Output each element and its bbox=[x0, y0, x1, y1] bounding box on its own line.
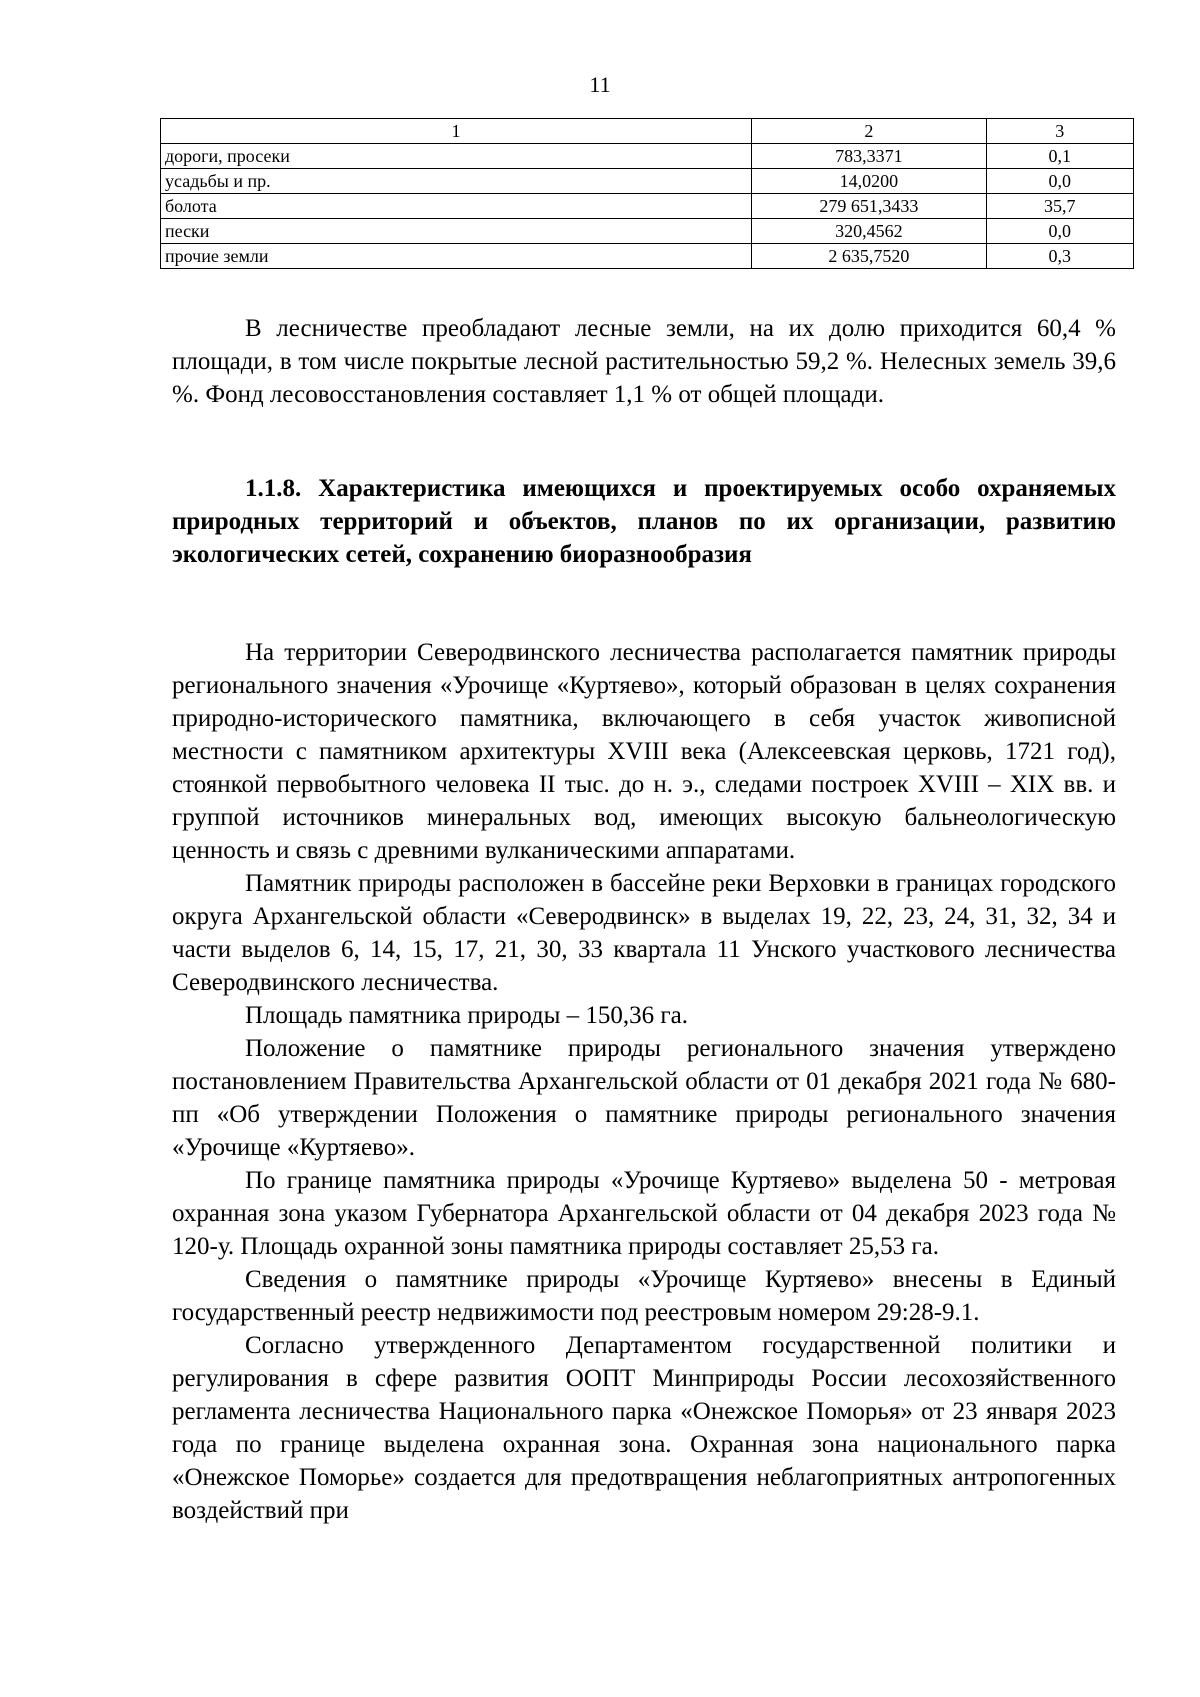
land-category-percent: 0,0 bbox=[986, 219, 1133, 244]
land-category-percent: 0,0 bbox=[986, 169, 1133, 194]
paragraph: Согласно утвержденного Департаментом государственной политики и регулирования в сфере развития ООПТ Минприроды России лесохозяйственного регламента лесничества Национального парка «Онежское Поморья» от 23 января 2023 года по границе выделена охранная зона. Охранная зона национального парка «Онежское Поморье» создается для предотвращения неблагоприятных антропогенных воздействий при bbox=[172, 1332, 1116, 1524]
page-number: 11 bbox=[589, 72, 611, 97]
land-categories-table bbox=[160, 118, 1134, 269]
land-category-area: 2 635,7520 bbox=[752, 244, 987, 269]
intro-text bbox=[172, 312, 1116, 411]
paragraph: Сведения о памятнике природы «Урочище Куртяево» внесены в Единый государственный реестр недвижимости под реестровым номером 29:28-9.1. bbox=[172, 1266, 1116, 1326]
table-row bbox=[161, 219, 1134, 244]
land-category-area: 320,4562 bbox=[752, 219, 987, 244]
table-header-cell: 3 bbox=[986, 119, 1133, 144]
paragraph: Положение о памятнике природы регионального значения утверждено постановлением Правительства Архангельской области от 01 декабря 2021 года № 680-пп «Об утверждении Положения о памятнике природы регионального значения «Урочище «Куртяево». bbox=[172, 1035, 1116, 1161]
paragraph: На территории Северодвинского лесничества располагается памятник природы регионального значения «Урочище «Куртяево», который образован в целях сохранения природно-исторического памятника, включающего в себя участок живописной местности с памятником архитектуры XVIII века (Алексеевская церковь, 1721 год), стоянкой первобытного человека II тыс. до н. э., следами построек XVIII – XIX вв. и группой источников минеральных вод, имеющих высокую бальнеологическую ценность и связь с древними вулканическими аппаратами. bbox=[172, 639, 1116, 864]
land-category-name: прочие земли bbox=[161, 244, 752, 269]
paragraph: По границе памятника природы «Урочище Куртяево» выделена 50 - метровая охранная зона указом Губернатора Архангельской области от 04 декабря 2023 года № 120-у. Площадь охранной зоны памятника природы составляет 25,53 га. bbox=[172, 1167, 1116, 1260]
section-body bbox=[172, 636, 1116, 1527]
section-heading-block bbox=[172, 472, 1116, 571]
section-heading: 1.1.8. Характеристика имеющихся и проектируемых особо охраняемых природных территорий и объектов, планов по их организации, развитию экологических сетей, сохранению биоразнообразия bbox=[172, 475, 1116, 568]
land-category-percent: 0,3 bbox=[986, 244, 1133, 269]
land-category-name: дороги, просеки bbox=[161, 144, 752, 169]
table-row bbox=[161, 169, 1134, 194]
land-category-percent: 35,7 bbox=[986, 194, 1133, 219]
paragraph: Памятник природы расположен в бассейне реки Верховки в границах городского округа Архангельской области «Северодвинск» в выделах 19, 22, 23, 24, 31, 32, 34 и части выделов 6, 14, 15, 17, 21, 30, 33 квартала 11 Унского участкового лесничества Северодвинского лесничества. bbox=[172, 870, 1116, 996]
table-row bbox=[161, 194, 1134, 219]
land-category-name: пески bbox=[161, 219, 752, 244]
land-category-name: болота bbox=[161, 194, 752, 219]
land-category-area: 783,3371 bbox=[752, 144, 987, 169]
land-category-name: усадьбы и пр. bbox=[161, 169, 752, 194]
paragraph: Площадь памятника природы – 150,36 га. bbox=[245, 1002, 688, 1029]
table-header-row bbox=[161, 119, 1134, 144]
table-header-cell: 2 bbox=[752, 119, 987, 144]
paragraph: В лесничестве преобладают лесные земли, на их долю приходится 60,4 % площади, в том числе покрытые лесной растительностью 59,2 %. Нелесных земель 39,6 %. Фонд лесовосстановления составляет 1,1 % от общей площади. bbox=[172, 315, 1116, 408]
table-row bbox=[161, 144, 1134, 169]
land-category-area: 14,0200 bbox=[752, 169, 987, 194]
table-row bbox=[161, 244, 1134, 269]
table-header-cell: 1 bbox=[161, 119, 752, 144]
land-category-area: 279 651,3433 bbox=[752, 194, 987, 219]
land-category-percent: 0,1 bbox=[986, 144, 1133, 169]
